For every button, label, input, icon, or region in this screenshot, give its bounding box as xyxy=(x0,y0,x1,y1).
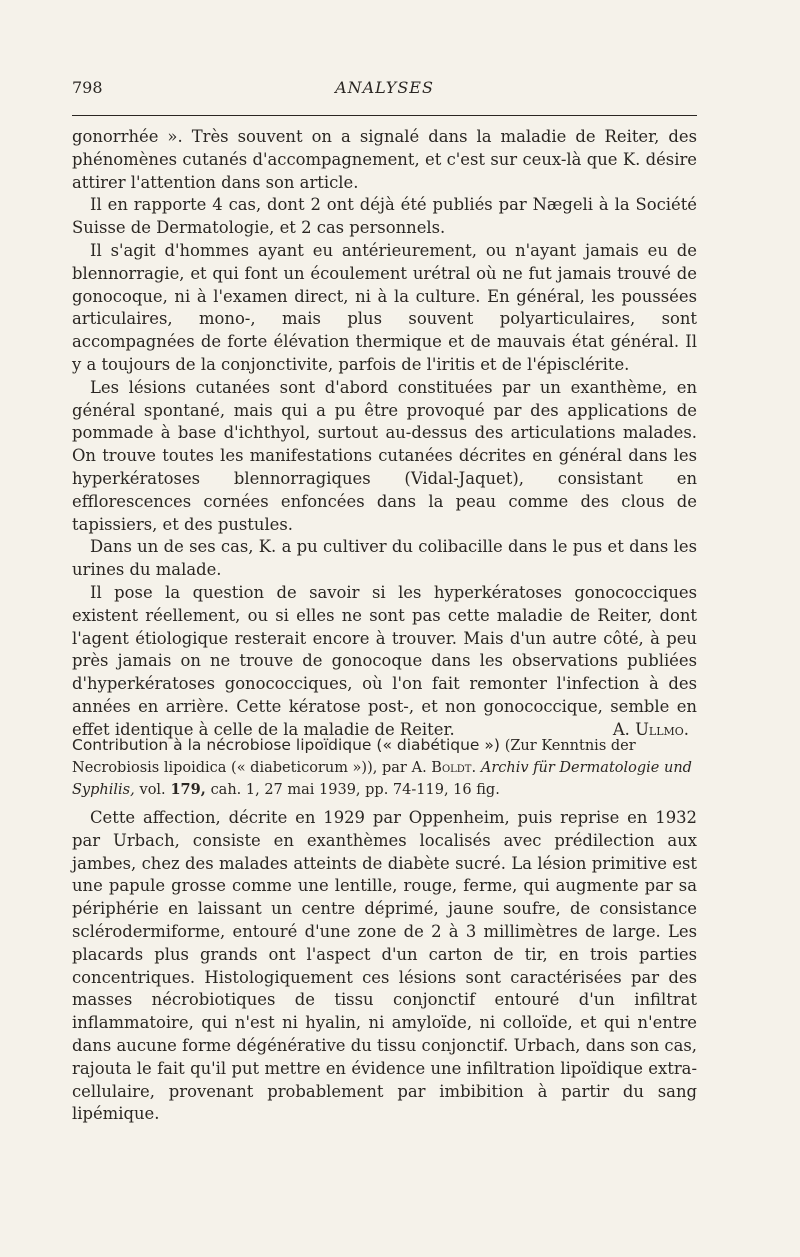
page-header xyxy=(72,78,697,102)
header-rule xyxy=(72,115,697,116)
reviewer-signature: A. Ullmo. xyxy=(612,719,689,739)
previous-review-continuation xyxy=(72,126,697,742)
paragraph: Cette affection, décrite en 1929 par Oppenheim, puis reprise en 1932 par Urbach, consiste en exanthèmes localisés avec prédilection aux jambes, chez des malades atteints de diabète sucré. La lésion primitive est une papule grosse comme une lentille, rouge, ferme, qui augmente par sa périphérie en laissant un centre déprimé, jaune soufre, de consistance sclérodermiforme, entouré d'une zone de 2 à 3 millimètres de large. Les placards plus grands ont l'aspect d'un carton de tir, en trois parties concentriques. Histologiquement ces lésions sont caractérisées par des masses nécrobiotiques de tissu conjonctif entouré d'un infiltrat inflammatoire, qui n'est ni hyalin, ni amyloïde, ni colloïde, et qui n'entre dans aucune forme dégénérative du tissu conjonctif. Urbach, dans son cas, rajouta le fait qu'il put mettre en évidence une infiltration lipoïdique extra-cellulaire, provenant probablement par imbibition à partir du sang lipémique. xyxy=(72,808,697,1124)
review-body xyxy=(72,807,697,1126)
volume-number: 179, xyxy=(170,781,206,798)
paragraph: Il en rapporte 4 cas, dont 2 ont déjà été publiés par Nægeli à la Société Suisse de Dermatologie, et 2 cas personnels. xyxy=(72,195,697,238)
paragraph: Les lésions cutanées sont d'abord constituées par un exanthème, en général spontané, mais qui a pu être provoqué par des applications de pommade à base d'ichthyol, surtout au-dessus des articulations malades. On trouve toutes les manifestations cutanées décrites en général dans les hyperkératoses blennorragiques (Vidal-Jaquet), consistant en efflorescences cornées enfoncées dans la peau comme des clous de tapissiers, et des pustules. xyxy=(72,377,697,534)
review-title: Contribution à la nécrobiose lipoïdique (« diabétique ») xyxy=(72,736,500,754)
paragraph-text: Il pose la question de savoir si les hyperkératoses gonococciques existent réellement, ou si elles ne sont pas cette maladie de Reiter, dont l'agent étiologique resterait encore à trouver. Mais d'un autre côté, à peu près jamais on ne trouve de gonocoque dans les observations publiées d'hyperkératoses gonococciques, où l'on fait remonter l'infection à des années en arrière. Cette kératose post-, et non gonococcique, semble en effet identique à celle de la maladie de Reiter. xyxy=(72,582,697,739)
page-number: 798 xyxy=(72,78,103,97)
volume-label: vol. xyxy=(139,782,166,798)
citation-details: cah. 1, 27 mai 1939, pp. 74-119, 16 fig. xyxy=(210,782,500,798)
paragraph: Il s'agit d'hommes ayant eu antérieurement, ou n'ayant jamais eu de blennorragie, et qui font un écoulement urétral où ne fut jamais trouvé de gonocoque, ni à l'examen direct, ni à la culture. En général, les poussées articulaires, mono-, mais plus souvent polyarticulaires, sont accompagnées de forte élévation thermique et de mauvais état général. Il y a toujours de la conjonctivite, parfois de l'iritis et de l'épisclérite. xyxy=(72,240,697,374)
paragraph: gonorrhée ». Très souvent on a signalé dans la maladie de Reiter, des phénomènes cutanés d'accompagnement, et c'est sur ceux-là que K. désire attirer l'attention dans son article. xyxy=(72,127,697,192)
running-head: ANALYSES xyxy=(335,78,434,97)
journal-name: Archiv für Dermatologie und Syphilis, xyxy=(72,760,692,798)
paragraph-last xyxy=(72,582,697,742)
paragraph: Dans un de ses cas, K. a pu cultiver du colibacille dans le pus et dans les urines du malade. xyxy=(72,537,697,580)
review-heading xyxy=(72,735,697,801)
review-author: A. Boldt. xyxy=(411,760,477,776)
original-title: (Zur Kenntnis der Necrobiosis lipoidica (« diabeticorum »)), par xyxy=(72,738,636,776)
